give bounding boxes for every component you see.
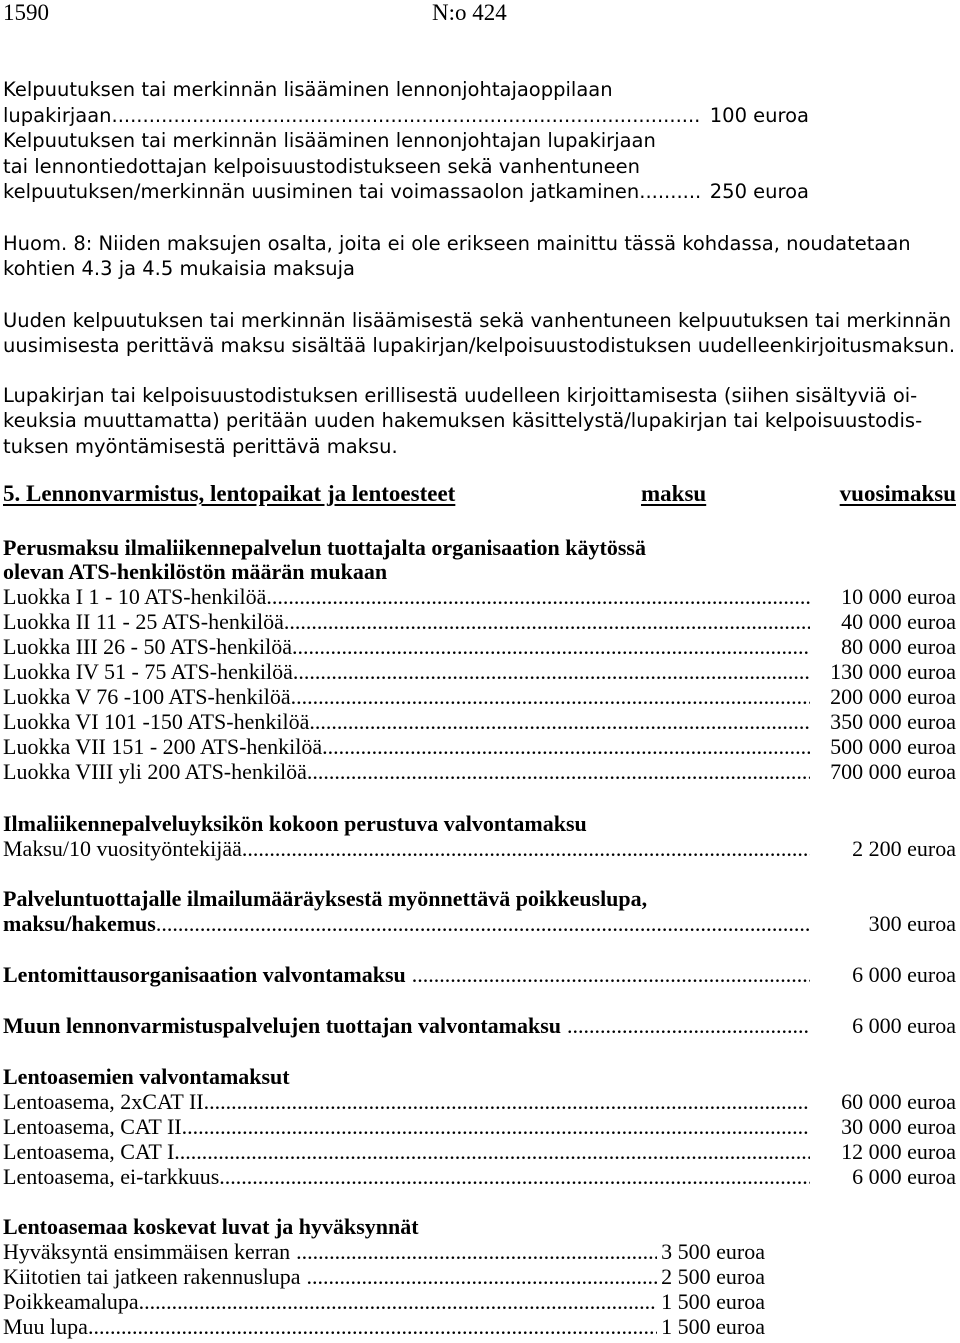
fee-row: [3, 634, 956, 660]
dot-leader: [88, 1314, 657, 1340]
dot-leader: [204, 1089, 810, 1115]
fee-amount: 250 euroa: [709, 180, 809, 203]
fee-amount: 3 500 euroa: [661, 1239, 765, 1264]
fee-amount: 60 000 euroa: [841, 1089, 956, 1114]
fee-label: Lentoasema, CAT I: [3, 1139, 175, 1164]
fee-amount: 1 500 euroa: [661, 1289, 765, 1314]
note-line: Huom. 8: Niiden maksujen osalta, joita ei ole erikseen mainittu tässä kohdassa, noudatetaan: [3, 232, 911, 255]
fee-row: [3, 709, 956, 735]
airports-heading: Lentoasemien valvontamaksut: [3, 1064, 290, 1089]
fee-amount: 6 000 euroa: [852, 962, 956, 987]
fee-label: Muu lupa: [3, 1314, 88, 1339]
fee-row: [3, 1013, 956, 1039]
page-number: 1590: [3, 0, 49, 25]
exemption-heading: Palveluntuottajalle ilmailumääräyksestä myönnettävä poikkeuslupa,: [3, 886, 648, 911]
fee-label: Lentoasema, ei-tarkkuus: [3, 1164, 220, 1189]
fee-row: [3, 659, 956, 685]
dot-leader: [292, 634, 810, 660]
fee-row: [3, 1239, 765, 1265]
fee-label: Maksu/10 vuosityöntekijää: [3, 836, 242, 861]
fee-amount: 12 000 euroa: [841, 1139, 956, 1164]
fee-row: [3, 1114, 956, 1140]
paragraph-line: uusimisesta perittävä maksu sisältää lupakirjan/kelpoisuustodistuksen uudelleenkirjoitusmaksun.: [3, 334, 956, 357]
note-line: kohtien 4.3 ja 4.5 mukaisia maksuja: [3, 257, 356, 280]
pilot-fee-line: tai lennontiedottajan kelpoisuustodistukseen sekä vanhentuneen: [3, 155, 641, 178]
fee-label: Luokka VIII yli 200 ATS-henkilöä: [3, 759, 307, 784]
fee-label: Luokka II 11 - 25 ATS-henkilöä: [3, 609, 284, 634]
fee-amount: 200 000 euroa: [830, 684, 956, 709]
fee-label: lupakirjaan: [3, 104, 112, 127]
dot-leader: [307, 759, 810, 785]
fee-label: Luokka V 76 -100 ATS-henkilöä: [3, 684, 291, 709]
pilot-fee-row: [3, 104, 809, 127]
section-title: 5. Lennonvarmistus, lentopaikat ja lentoesteet: [3, 481, 456, 506]
fee-amount: 80 000 euroa: [841, 634, 956, 659]
fee-label: Luokka VII 151 - 200 ATS-henkilöä: [3, 734, 323, 759]
column-header-fee: maksu: [641, 481, 707, 506]
fee-amount: 100 euroa: [709, 104, 809, 127]
dot-leader: [174, 1139, 810, 1165]
fee-label: Muun lennonvarmistuspalvelujen tuottajan valvontamaksu: [3, 1013, 562, 1038]
fee-amount: 1 500 euroa: [661, 1314, 765, 1339]
unit-fee-heading: Ilmaliikennepalveluyksikön kokoon perustuva valvontamaksu: [3, 811, 587, 836]
document-number: N:o 424: [432, 0, 507, 25]
dot-leader: [291, 684, 810, 710]
fee-label: Kiitotien tai jatkeen rakennuslupa: [3, 1264, 301, 1289]
dot-leader: [284, 609, 810, 635]
fee-amount: 2 500 euroa: [661, 1264, 765, 1289]
dot-leader: [219, 1164, 810, 1190]
fee-label: Lentomittausorganisaation valvontamaksu: [3, 962, 406, 987]
fee-amount: 6 000 euroa: [852, 1013, 956, 1038]
basic-fee-heading: Perusmaksu ilmaliikennepalvelun tuottajalta organisaation käytössä: [3, 535, 646, 560]
dot-leader: [182, 1114, 810, 1140]
fee-label: Poikkeamalupa: [3, 1289, 139, 1314]
fee-row: [3, 911, 956, 937]
fee-row: [3, 1139, 956, 1165]
fee-amount: 130 000 euroa: [830, 659, 956, 684]
fee-row: [3, 734, 956, 760]
fee-row: [3, 684, 956, 710]
dot-leader: [639, 180, 702, 203]
dot-leader: [309, 709, 810, 735]
column-header-annual: vuosimaksu: [839, 481, 956, 506]
fee-row: [3, 1089, 956, 1115]
dot-leader: [301, 1264, 658, 1290]
permits-heading: Lentoasemaa koskevat luvat ja hyväksynnät: [3, 1214, 419, 1239]
fee-label: Lentoasema, CAT II: [3, 1114, 182, 1139]
fee-row: [3, 584, 956, 610]
dot-leader: [322, 734, 810, 760]
dot-leader: [406, 962, 810, 988]
fee-label: kelpuutuksen/merkinnän uusiminen tai voimassaolon jatkaminen: [3, 180, 640, 203]
dot-leader: [139, 1289, 658, 1315]
basic-fee-heading: olevan ATS-henkilöstön määrän mukaan: [3, 559, 388, 584]
dot-leader: [290, 1239, 657, 1265]
fee-row: [3, 1289, 765, 1315]
fee-label: Lentoasema, 2xCAT II: [3, 1089, 204, 1114]
fee-amount: 300 euroa: [868, 911, 956, 936]
fee-amount: 10 000 euroa: [841, 584, 956, 609]
fee-row: [3, 1264, 765, 1290]
fee-row: [3, 836, 956, 862]
pilot-fee-row: [3, 180, 809, 203]
fee-row: [3, 609, 956, 635]
fee-row: [3, 759, 956, 785]
fee-row: [3, 962, 956, 988]
dot-leader: [293, 659, 810, 685]
fee-amount: 30 000 euroa: [841, 1114, 956, 1139]
fee-label: Hyväksyntä ensimmäisen kerran: [3, 1239, 291, 1264]
paragraph-line: Uuden kelpuutuksen tai merkinnän lisäämisestä sekä vanhentuneen kelpuutuksen tai merkinnän: [3, 309, 952, 332]
paragraph-line: Lupakirjan tai kelpoisuustodistuksen erillisestä uudelleen kirjoittamisesta (siihen sisältyviä oi-: [3, 384, 918, 407]
dot-leader: [561, 1013, 810, 1039]
fee-label: Luokka IV 51 - 75 ATS-henkilöä: [3, 659, 293, 684]
dot-leader: [156, 911, 810, 937]
paragraph-line: tuksen myöntämisestä perittävä maksu.: [3, 435, 398, 458]
fee-amount: 350 000 euroa: [830, 709, 956, 734]
fee-label: Luokka III 26 - 50 ATS-henkilöä: [3, 634, 292, 659]
paragraph-line: keuksia muuttamatta) peritään uuden hakemuksen käsittelystä/lupakirjan tai kelpoisuustodis-: [3, 409, 923, 432]
fee-label: Luokka VI 101 -150 ATS-henkilöä: [3, 709, 310, 734]
fee-label: maksu/hakemus: [3, 911, 156, 936]
pilot-fee-line: Kelpuutuksen tai merkinnän lisääminen lennonjohtajan lupakirjaan: [3, 129, 656, 152]
fee-amount: 500 000 euroa: [830, 734, 956, 759]
pilot-fee-line: Kelpuutuksen tai merkinnän lisääminen lennonjohtajaoppilaan: [3, 78, 613, 101]
fee-label: Luokka I 1 - 10 ATS-henkilöä: [3, 584, 267, 609]
fee-row: [3, 1314, 765, 1340]
fee-amount: 2 200 euroa: [852, 836, 956, 861]
dot-leader: [266, 584, 810, 610]
dot-leader: [242, 836, 810, 862]
fee-row: [3, 1164, 956, 1190]
dot-leader: [112, 104, 702, 127]
fee-amount: 40 000 euroa: [841, 609, 956, 634]
fee-amount: 6 000 euroa: [852, 1164, 956, 1189]
fee-amount: 700 000 euroa: [830, 759, 956, 784]
